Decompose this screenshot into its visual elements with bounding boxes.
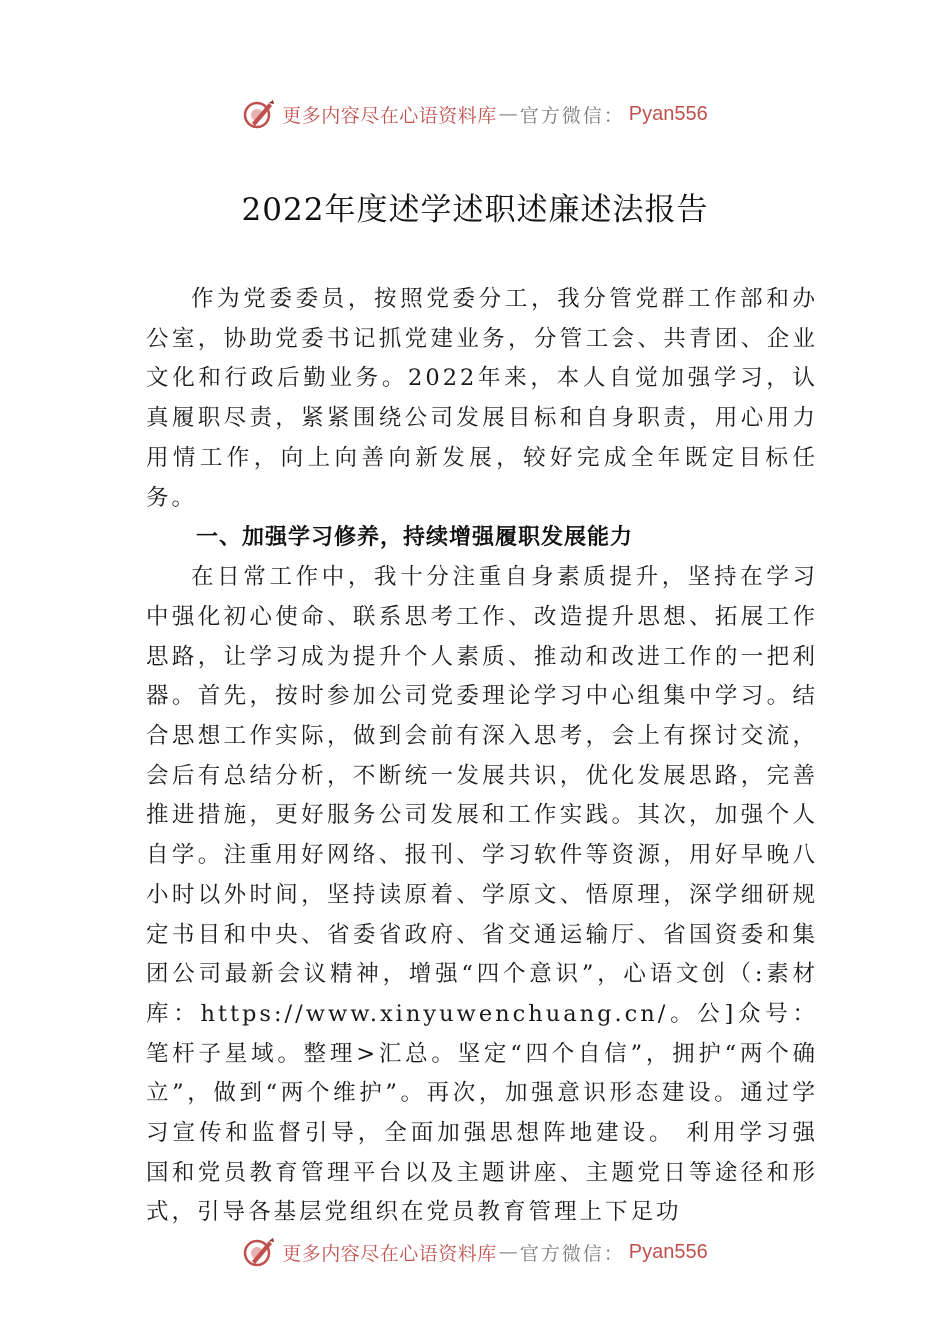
banner-separator: — bbox=[498, 1241, 518, 1263]
pen-circle-logo-icon bbox=[242, 97, 276, 131]
banner-wechat-id: Pyan556 bbox=[628, 102, 708, 125]
document-title: 2022年度述学述职述廉述法报告 bbox=[241, 192, 709, 228]
pen-circle-logo-icon bbox=[242, 1235, 276, 1269]
intro-paragraph: 作为党委委员，按照党委分工，我分管党群工作部和办公室，协助党委书记抓党建业务，分管工会、共青团、企业文化和行政后勤业务。2022年来，本人自觉加强学习，认真履职尽责，紧紧围绕公司发展目标和自身职责，用心用力用情工作，向上向善向新发展，较好完成全年既定目标任务。 bbox=[146, 286, 818, 511]
header-banner bbox=[0, 92, 950, 136]
banner-text: 更多内容尽在心语资料库 bbox=[282, 1242, 497, 1265]
document-body bbox=[146, 280, 818, 1233]
section-paragraph: 在日常工作中，我十分注重自身素质提升，坚持在学习中强化初心使命、联系思考工作、改造提升思想、拓展工作思路，让学习成为提升个人素质、推动和改进工作的一把利器。首先，按时参加公司党委理论学习中心组集中学习。结合思想工作实际，做到会前有深入思考，会上有探讨交流，会后有总结分析，不断统一发展共识，优化发展思路，完善推进措施，更好服务公司发展和工作实践。其次，加强个人自学。注重用好网络、报刊、学习软件等资源，用好早晚八小时以外时间，坚持读原着、学原文、悟原理，深学细研规定书目和中央、省委省政府、省交通运输厅、省国资委和集团公司最新会议精神，增强“四个意识”，心语文创（:素材库：https://www.xinyuwenchuang.cn/。公]众号：笔杆子星域。整理>汇总。坚定“四个自信”，拥护“两个确立”，做到“两个维护”。再次，加强意识形态建设。通过学习宣传和监督引导，全面加强思想阵地建设。 利用学习强国和党员教育管理平台以及主题讲座、主题党日等途径和形式，引导各基层党组织在党员教育管理上下足功 bbox=[146, 564, 818, 1226]
section-heading: 一、加强学习修养，持续增强履职发展能力 bbox=[196, 525, 634, 551]
footer-banner bbox=[0, 1230, 950, 1274]
banner-separator: — bbox=[498, 103, 518, 125]
banner-wechat-label: 官方微信： bbox=[519, 1242, 625, 1265]
banner-text: 更多内容尽在心语资料库 bbox=[282, 104, 497, 127]
banner-wechat-id: Pyan556 bbox=[628, 1240, 708, 1263]
banner-wechat-label: 官方微信： bbox=[519, 104, 625, 127]
